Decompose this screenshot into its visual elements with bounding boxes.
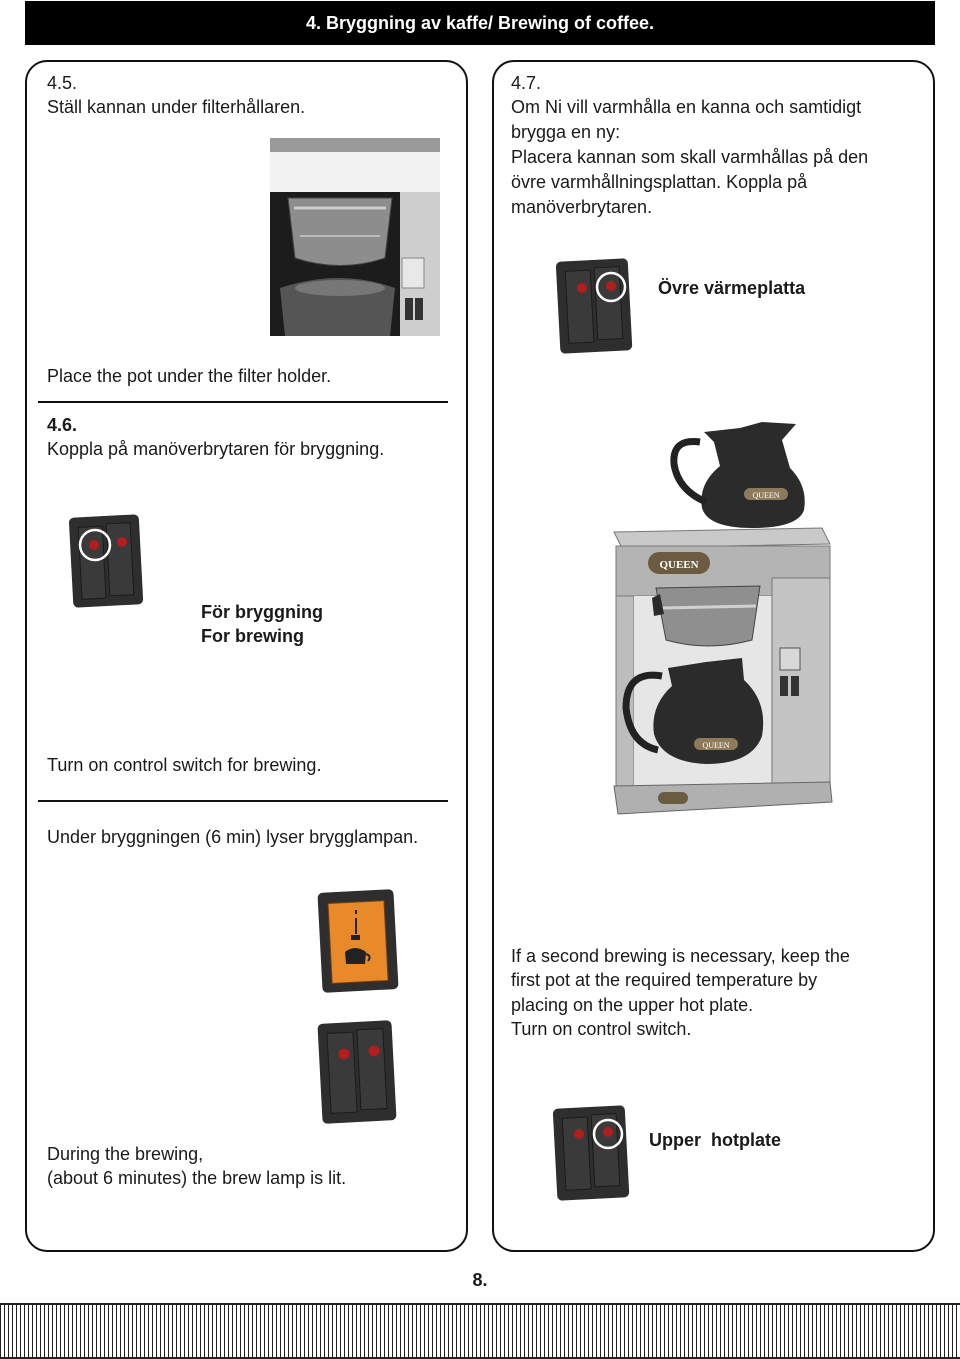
section-4-7-swedish-5: manöverbrytaren. bbox=[511, 197, 653, 217]
brew-lamp-swedish: Under bryggningen (6 min) lyser brygglampan. bbox=[47, 827, 419, 847]
page-header bbox=[25, 1, 935, 45]
brew-lamp-english-1: During the brewing, bbox=[47, 1144, 204, 1164]
section-4-7-swedish-3: Placera kannan som skall varmhållas på den bbox=[511, 147, 869, 167]
machine-brand: QUEEN bbox=[659, 559, 699, 571]
section-4-5-number: 4.5. bbox=[47, 73, 78, 93]
section-4-5-english: Place the pot under the filter holder. bbox=[47, 366, 332, 386]
section-4-6-number: 4.6. bbox=[47, 415, 78, 435]
brew-lamp-english-2: (about 6 minutes) the brew lamp is lit. bbox=[47, 1168, 347, 1188]
barcode-strip bbox=[0, 1303, 960, 1359]
section-4-6-english: Turn on control switch for brewing. bbox=[47, 755, 322, 775]
upper-hotplate-label-english bbox=[649, 1128, 781, 1152]
divider bbox=[38, 800, 448, 802]
section-4-6-swedish: Koppla på manöverbrytaren för bryggning. bbox=[47, 439, 385, 459]
section-4-7-english-2: first pot at the required temperature by bbox=[511, 970, 818, 990]
lower-pot-brand: QUEEN bbox=[702, 741, 730, 750]
upper-hotplate-switch-image bbox=[557, 256, 633, 354]
section-4-7-number: 4.7. bbox=[511, 73, 542, 93]
pot-under-filter-photo bbox=[270, 138, 440, 336]
section-4-7-swedish-2: brygga en ny: bbox=[511, 122, 621, 142]
section-4-7-english-4: Turn on control switch. bbox=[511, 1019, 692, 1039]
switch-label-swedish: För bryggning bbox=[201, 602, 323, 622]
section-4-7-swedish-1: Om Ni vill varmhålla en kanna och samtidigt bbox=[511, 97, 862, 117]
control-switch-image bbox=[318, 1018, 398, 1126]
top-pot-brand: QUEEN bbox=[752, 491, 780, 500]
brew-switch-image bbox=[70, 512, 144, 608]
upper-hotplate-label-english-text: Upper hotplate bbox=[649, 1130, 782, 1150]
section-4-7-english-1: If a second brewing is necessary, keep the bbox=[511, 946, 850, 966]
section-4-5-swedish: Ställ kannan under filterhållaren. bbox=[47, 97, 306, 117]
header-title: 4. Bryggning av kaffe/ Brewing of coffee. bbox=[305, 12, 655, 33]
divider bbox=[38, 401, 448, 403]
upper-hotplate-label-swedish: Övre värmeplatta bbox=[658, 278, 806, 298]
switch-label-english: For brewing bbox=[201, 626, 304, 646]
section-4-7-english-3: placing on the upper hot plate. bbox=[511, 995, 754, 1015]
page-number: 8. bbox=[472, 1270, 488, 1290]
brew-lamp-image bbox=[318, 888, 400, 996]
coffee-machine-photo bbox=[612, 418, 834, 818]
section-4-7-swedish-4: övre varmhållningsplattan. Koppla på bbox=[511, 172, 808, 192]
upper-hotplate-switch-image-2 bbox=[554, 1103, 630, 1201]
